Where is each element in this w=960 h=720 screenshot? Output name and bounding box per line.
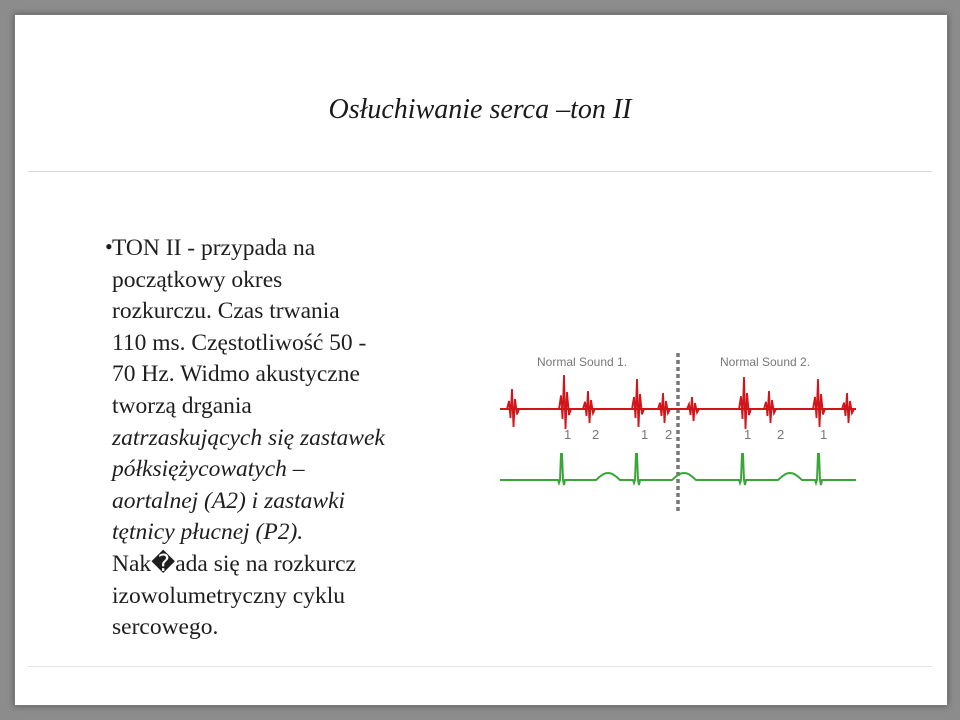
text-line-italic: tętnicy płucnej (P2). [112, 519, 304, 546]
heart-sound-diagram [498, 349, 858, 513]
sound-burst [739, 377, 751, 429]
peak-label: 1 [641, 427, 649, 442]
footer-area [28, 666, 932, 689]
text-line-italic: aortalnej (A2) i zastawki [112, 487, 346, 514]
text-line: Nak�ada się na rozkurcz [112, 550, 356, 577]
peak-labels [564, 427, 827, 442]
heart-sound-figure [498, 349, 858, 513]
text-line: rozkurczu. Czas trwania [112, 298, 340, 325]
peak-label: 2 [665, 427, 673, 442]
peak-label: 2 [592, 427, 600, 442]
label-normal-sound-2: Normal Sound 2. [720, 355, 811, 369]
sound-burst [813, 379, 825, 427]
peak-label: 1 [820, 427, 828, 442]
text-line-italic: zatrzaskujących się zastawek [112, 424, 385, 451]
sound-burst [764, 391, 776, 423]
sound-burst [583, 391, 595, 423]
text-line: tworzą drgania [112, 392, 252, 419]
label-normal-sound-1: Normal Sound 1. [537, 355, 628, 369]
sound-burst [632, 379, 644, 427]
text-line: TON II - przypada na [112, 235, 316, 261]
text-line-italic: półksiężycowatych – [112, 456, 305, 483]
sound-burst [559, 375, 571, 429]
text-line: 70 Hz. Widmo akustyczne [112, 361, 360, 388]
peak-label: 1 [564, 427, 572, 442]
text-line: sercowego. [112, 614, 219, 641]
text-line: 110 ms. Częstotliwość 50 - [112, 329, 367, 356]
bullet-paragraph [112, 233, 452, 644]
bullet-marker: • [105, 234, 113, 259]
title-placeholder [28, 24, 932, 172]
text-line: początkowy okres [112, 266, 283, 293]
peak-label: 2 [777, 427, 785, 442]
peak-label: 1 [744, 427, 752, 442]
slide-title: Osłuchiwanie serca –ton II [328, 94, 632, 125]
text-line: izowolumetryczny cyklu [112, 582, 345, 609]
